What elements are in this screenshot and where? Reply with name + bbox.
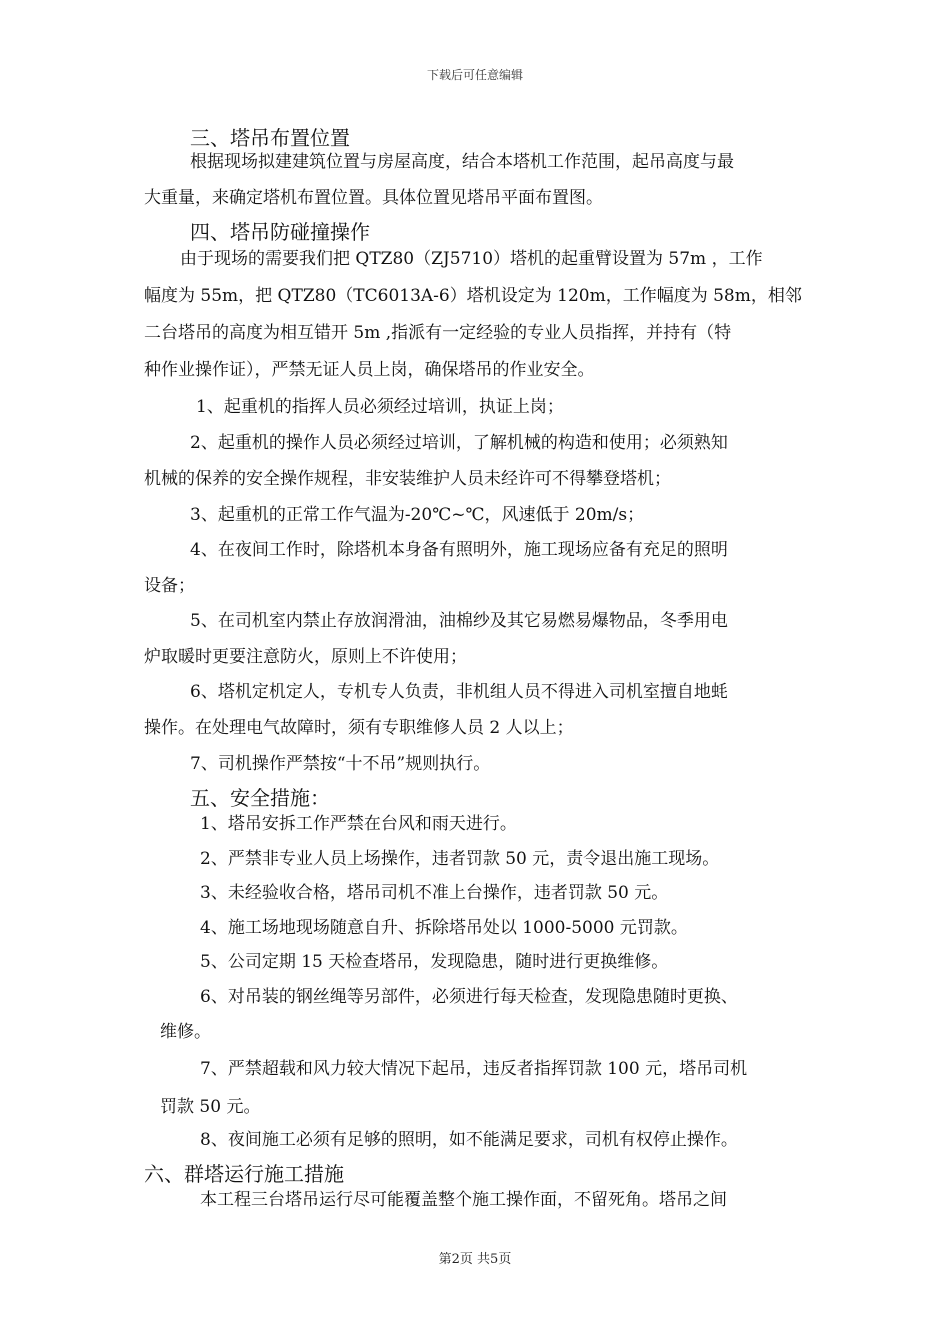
list-item: 8、夜间施工必须有足够的照明，如不能满足要求，司机有权停止操作。 (200, 1130, 738, 1150)
page-footer: 第2页 共5页 (438, 1252, 512, 1267)
paragraph-line: 本工程三台塔吊运行尽可能覆盖整个施工操作面，不留死角。塔吊之间 (200, 1190, 727, 1210)
list-item: 3、起重机的正常工作气温为-20℃~℃，风速低于 20m/s； (190, 505, 645, 525)
list-item: 2、起重机的操作人员必须经过培训，了解机械的构造和使用；必须熟知 (190, 433, 728, 453)
paragraph-line: 二台塔吊的高度为相互错开 5m ,指派有一定经验的专业人员指挥，并持有（特 (144, 323, 732, 343)
list-item: 2、严禁非专业人员上场操作，违者罚款 50 元，责令退出施工现场。 (200, 849, 720, 869)
list-item: 6、对吊装的钢丝绳等另部件，必须进行每天检查，发现隐患随时更换、 (200, 987, 738, 1007)
list-item: 7、司机操作严禁按“十不吊”规则执行。 (190, 754, 491, 774)
section-title-6: 六、群塔运行施工措施 (144, 1162, 344, 1186)
list-item: 操作。在处理电气故障时，须有专职维修人员 2 人以上； (144, 718, 574, 738)
list-item: 1、塔吊安拆工作严禁在台风和雨天进行。 (200, 814, 517, 834)
list-item: 3、未经验收合格，塔吊司机不准上台操作，违者罚款 50 元。 (200, 883, 669, 903)
list-item: 5、公司定期 15 天检查塔吊，发现隐患，随时进行更换维修。 (200, 952, 669, 972)
paragraph-line: 根据现场拟建建筑位置与房屋高度，结合本塔机工作范围，起吊高度与最 (190, 152, 734, 172)
list-item: 设备； (144, 576, 195, 596)
paragraph-line: 幅度为 55m，把 QTZ80（TC6013A-6）塔机设定为 120m，工作幅度为 58m，相邻 (144, 286, 802, 306)
list-item: 炉取暖时更要注意防火，原则上不许使用； (144, 647, 467, 667)
list-item: 罚款 50 元。 (160, 1097, 261, 1117)
paragraph-line: 大重量，来确定塔机布置位置。具体位置见塔吊平面布置图。 (144, 188, 603, 208)
list-item: 6、塔机定机定人，专机专人负责，非机组人员不得进入司机室擅自地蚝 (190, 682, 728, 702)
list-item: 机械的保养的安全操作规程，非安装维护人员未经许可不得攀登塔机； (144, 469, 671, 489)
list-item: 4、在夜间工作时，除塔机本身备有照明外，施工现场应备有充足的照明 (190, 540, 728, 560)
list-item: 1、起重机的指挥人员必须经过培训，执证上岗； (196, 397, 564, 417)
paragraph-line: 种作业操作证），严禁无证人员上岗，确保塔吊的作业安全。 (144, 360, 595, 380)
paragraph-line: 由于现场的需要我们把 QTZ80（ZJ5710）塔机的起重臂设置为 57m ，工作 (180, 249, 763, 269)
section-title-5: 五、安全措施： (190, 786, 330, 810)
list-item: 5、在司机室内禁止存放润滑油，油棉纱及其它易燃易爆物品，冬季用电 (190, 611, 728, 631)
list-item: 7、严禁超载和风力较大情况下起吊，违反者指挥罚款 100 元，塔吊司机 (200, 1059, 748, 1079)
list-item: 4、施工场地现场随意自升、拆除塔吊处以 1000-5000 元罚款。 (200, 918, 688, 938)
section-title-4: 四、塔吊防碰撞操作 (190, 220, 370, 244)
list-item: 维修。 (160, 1022, 211, 1042)
page-header: 下载后可任意编辑 (426, 68, 523, 82)
section-title-3: 三、塔吊布置位置 (190, 126, 350, 150)
